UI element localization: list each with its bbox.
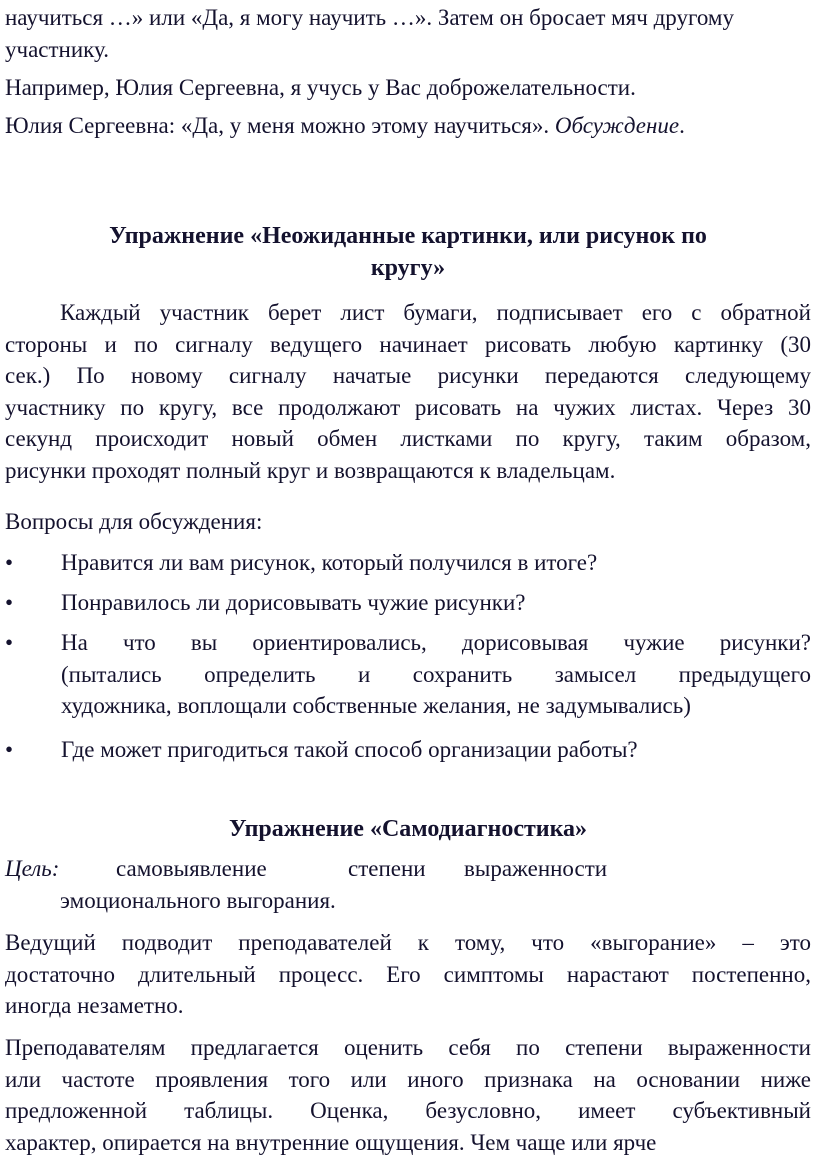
bullet-icon: •	[5, 737, 14, 762]
bullet-text: Понравилось ли дорисовывать чужие рисунки?	[61, 590, 526, 615]
answer-prefix: Юлия Сергеевна: «Да, у меня можно этому научиться».	[5, 113, 550, 138]
exercise1-para-line-4: участнику по кругу, все продолжают рисовать на чужих листах. Через 30	[5, 394, 811, 420]
answer-suffix: .	[679, 113, 685, 138]
answer-line	[5, 110, 811, 142]
goal-block	[5, 853, 811, 916]
para2-line: характер, опирается на внутренние ощущения. Чем чаще или ярче	[5, 1129, 657, 1155]
goal-word: самовыявление	[116, 856, 267, 881]
exercise2-title-text: Упражнение «Самодиагностика»	[228, 816, 588, 842]
bullet-text: художника, воплощали собственные желания, не задумывались)	[61, 693, 691, 718]
exercise1-title	[0, 221, 816, 284]
exercise1-para-line-5: секунд происходит новый обмен листками по кругу, таким образом,	[5, 426, 811, 451]
exercise2-title	[0, 814, 816, 846]
exercise1-title-line-2: кругу»	[370, 254, 446, 281]
goal-word: степени	[348, 856, 426, 881]
exercise1-para-line-6: рисунки проходят полный круг и возвращаются к владельцам.	[5, 457, 616, 483]
exercise2-paragraph-2	[5, 1032, 811, 1158]
example-text: Например, Юлия Сергеевна, я учусь у Вас доброжелательности.	[5, 75, 636, 100]
goal-line-1	[5, 853, 811, 885]
exercise1-paragraph	[5, 297, 811, 486]
bullet-icon: •	[5, 630, 14, 655]
para2-line: предложенной таблицы. Оценка, безусловно, имеет субъективный	[5, 1098, 811, 1123]
intro-line-2: участнику.	[5, 36, 109, 62]
exercise1-title-line-1: Упражнение «Неожиданные картинки, или рисунок по	[109, 223, 707, 249]
example-line	[5, 72, 811, 104]
questions-label-text: Вопросы для обсуждения:	[5, 509, 263, 534]
goal-word: выраженности	[464, 856, 608, 881]
para1-line: достаточно длительный процесс. Его симптомы нарастают постепенно,	[5, 961, 811, 987]
bullet-text: Нравится ли вам рисунок, который получился в итоге?	[61, 550, 598, 575]
intro-paragraph	[5, 2, 811, 65]
bullet-text: (пытались определить и сохранить замысел предыдущего	[61, 661, 811, 687]
exercise1-para-line-1: Каждый участник берет лист бумаги, подписывает его с обратной	[60, 300, 811, 325]
exercise2-paragraph-1	[5, 927, 811, 1022]
para1-line: Ведущий подводит преподавателей к тому, что «выгорание» – это	[5, 930, 811, 955]
goal-line-2: эмоционального выгорания.	[60, 887, 336, 913]
bullet-icon: •	[5, 590, 14, 615]
questions-label	[5, 506, 811, 538]
exercise1-para-line-2: стороны и по сигналу ведущего начинает рисовать любую картинку (30	[5, 331, 811, 357]
bullet-text: На что вы ориентировались, дорисовывая чужие рисунки?	[61, 630, 811, 655]
discussion-label: Обсуждение	[554, 113, 680, 138]
bullet-text: Где может пригодиться такой способ организации работы?	[61, 737, 638, 762]
intro-line-1: научиться …» или «Да, я могу научить …». Затем он бросает мяч другому	[5, 5, 734, 30]
answer-text	[5, 110, 811, 142]
goal-label: Цель:	[5, 856, 60, 881]
para2-line: или частоте проявления того или иного признака на основании ниже	[5, 1066, 811, 1092]
bullet-icon: •	[5, 550, 14, 575]
para2-line: Преподавателям предлагается оценить себя по степени выраженности	[5, 1035, 811, 1060]
exercise1-para-line-3: сек.) По новому сигналу начатые рисунки передаются следующему	[5, 363, 811, 388]
para1-line: иногда незаметно.	[5, 993, 184, 1018]
